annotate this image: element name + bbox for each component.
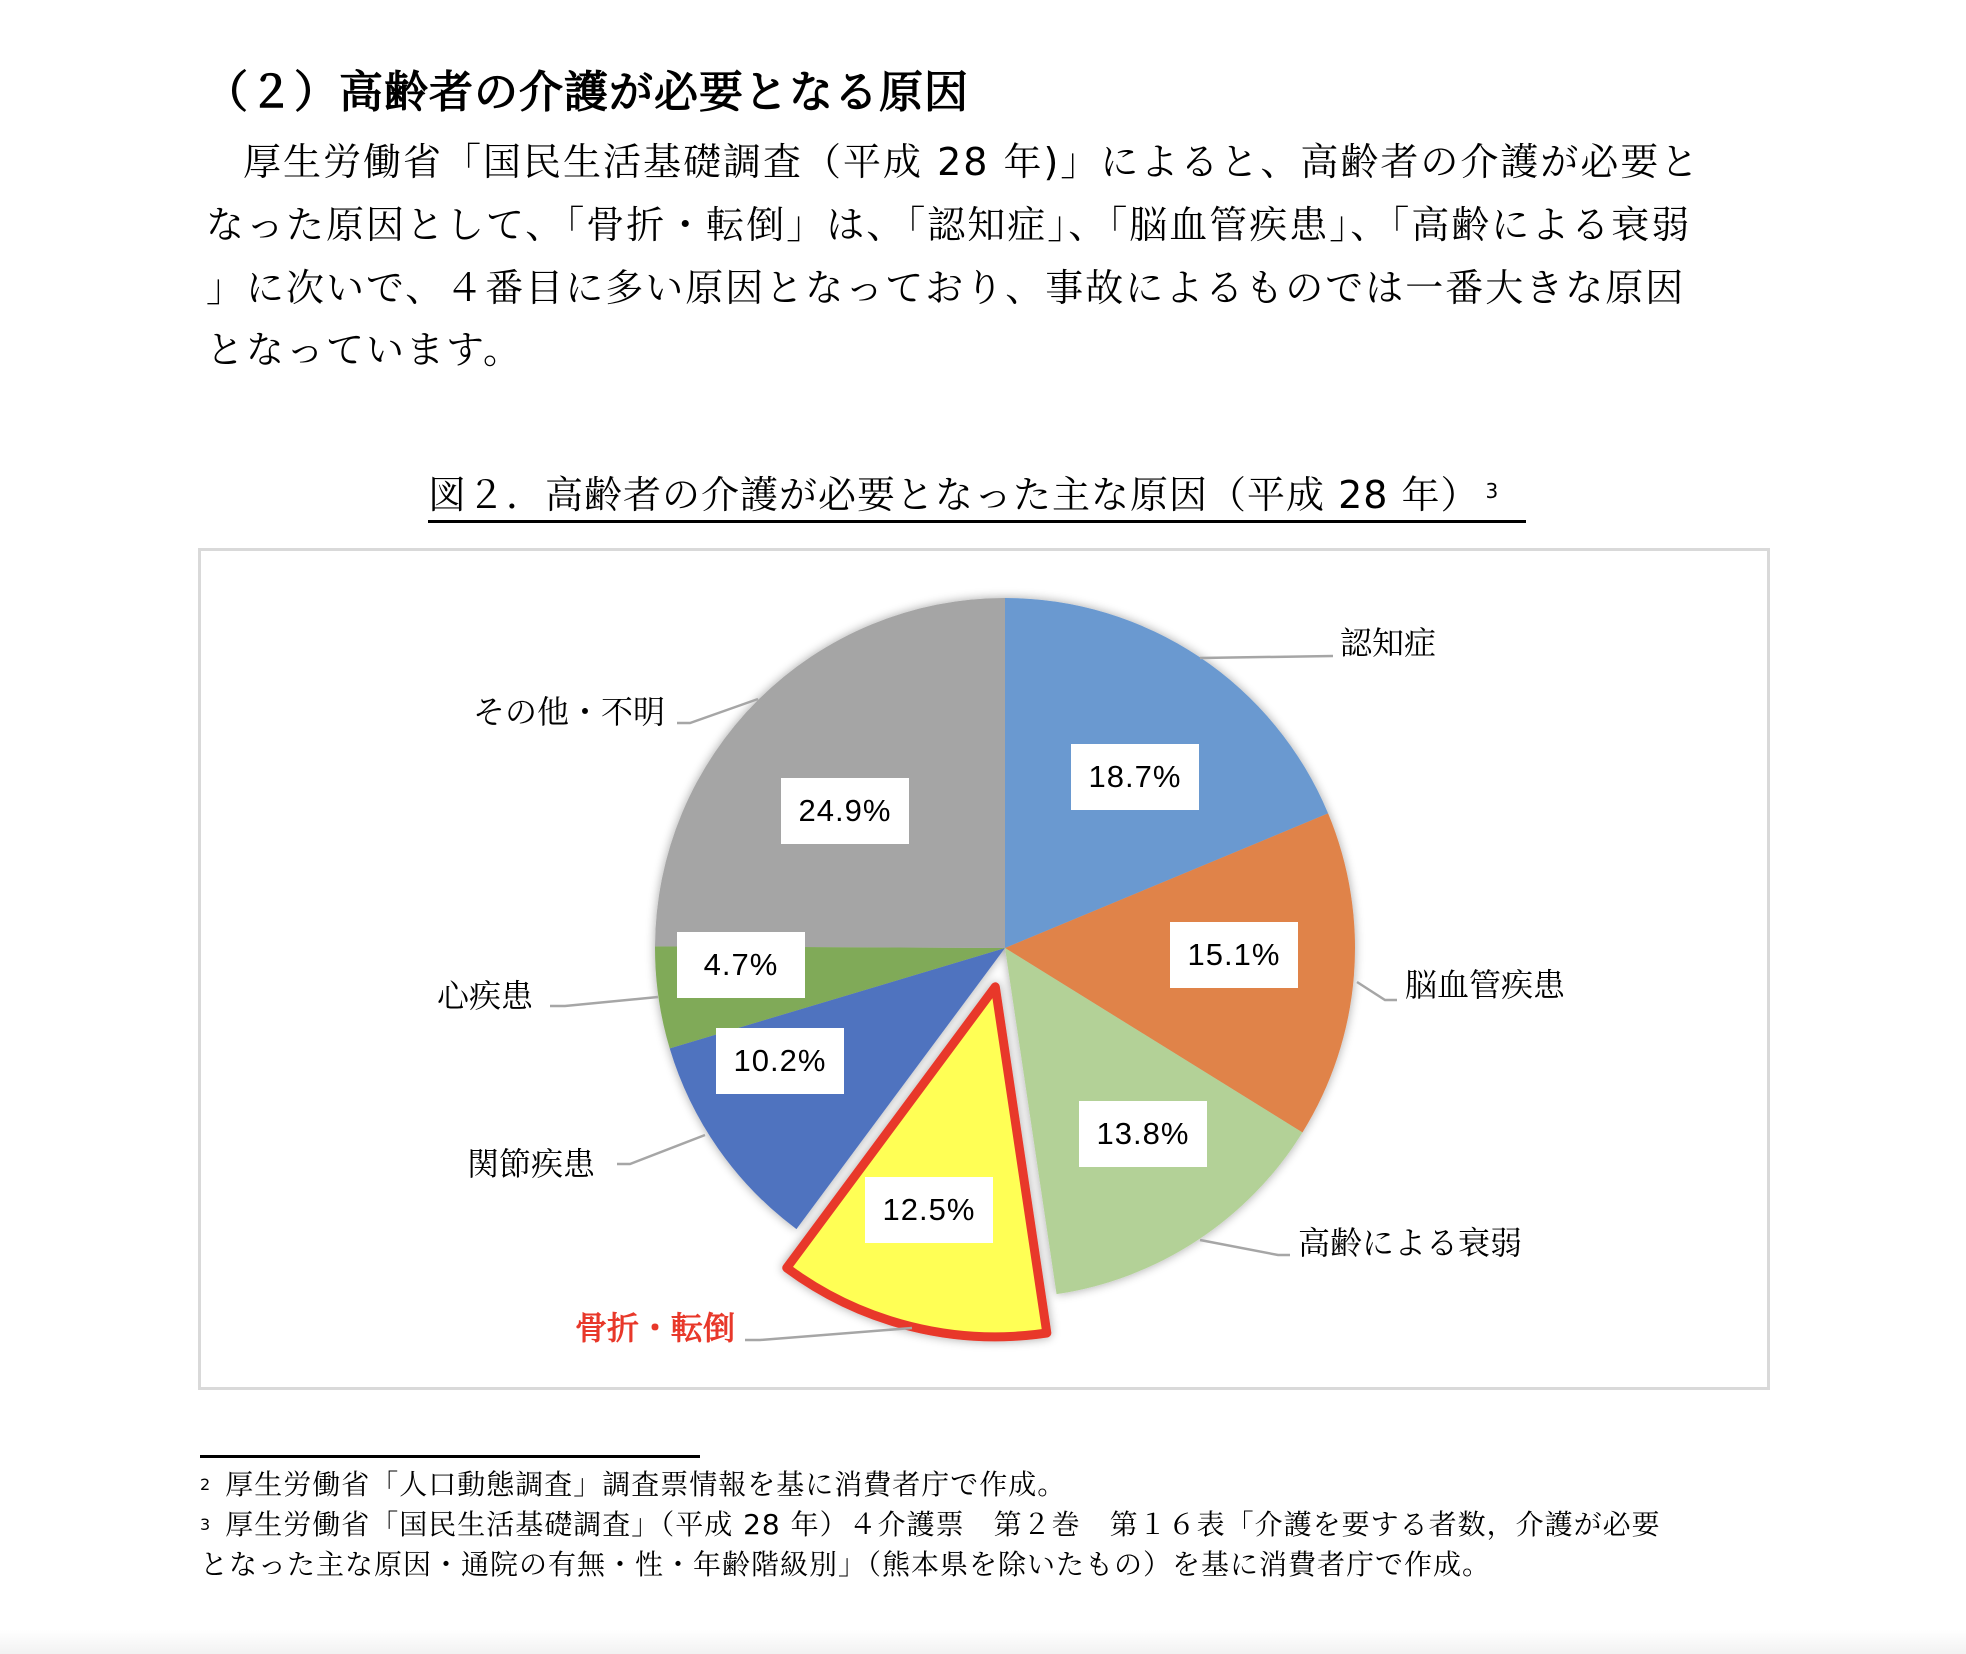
data-label-frailty: 13.8%: [1079, 1101, 1207, 1167]
data-label-other-unknown: 24.9%: [781, 778, 909, 844]
footnote-3-continued: [200, 1548, 1491, 1582]
pie-slice: [655, 598, 1005, 948]
paragraph-line: なった原因として、「骨折・転倒」は、「認知症」、「脳血管疾患」、「高齢による衰弱: [206, 203, 1692, 247]
leader-line: [1200, 656, 1333, 658]
category-label-heart-disease: 心疾患: [437, 977, 534, 1015]
category-label-other-unknown: その他・不明: [473, 693, 666, 731]
data-label-fracture-fall: 12.5%: [865, 1177, 993, 1243]
data-label-cerebrovascular: 15.1%: [1170, 922, 1298, 988]
leader-line: [1200, 1240, 1290, 1255]
data-label-dementia: 18.7%: [1071, 744, 1199, 810]
leader-line: [1357, 982, 1397, 1000]
leader-line: [617, 1135, 705, 1164]
section-heading: （２）高齢者の介護が必要となる原因: [204, 67, 969, 118]
paragraph-line: 」に次いで、４番目に多い原因となっており、事故によるものでは一番大きな原因: [206, 266, 1686, 310]
footnote-number: 3: [200, 1515, 212, 1534]
footnote-text: 厚生労働省「国民生活基礎調査」（平成 28 年）４介護票 第２巻 第１６表「介護を要する者数，介護が必要: [225, 1508, 1661, 1541]
footnote-2: [200, 1468, 1066, 1502]
category-label-fracture-fall: 骨折・転倒: [575, 1309, 736, 1347]
page-bottom-edge: [0, 1630, 1966, 1654]
leader-line: [550, 997, 658, 1006]
category-label-frailty: 高齢による衰弱: [1298, 1224, 1523, 1262]
figure-title-text: 図２．高齢者の介護が必要となった主な原因（平成 28 年）: [428, 473, 1480, 517]
leader-line: [745, 1328, 912, 1340]
paragraph-line: となっています。: [206, 328, 523, 372]
footnote-3: [200, 1508, 1661, 1542]
footnote-ref[interactable]: 3: [1485, 479, 1500, 503]
category-label-dementia: 認知症: [1340, 624, 1437, 662]
paragraph-line: 厚生労働省「国民生活基礎調査（平成 28 年)」によると、高齢者の介護が必要と: [243, 140, 1701, 184]
category-label-joint-disease: 関節疾患: [467, 1145, 596, 1183]
footnote-separator: [200, 1455, 700, 1458]
footnote-text: 厚生労働省「人口動態調査」調査票情報を基に消費者庁で作成。: [225, 1468, 1067, 1501]
category-label-cerebrovascular: 脳血管疾患: [1405, 966, 1566, 1004]
data-label-joint-disease: 10.2%: [716, 1028, 844, 1094]
footnote-text: となった主な原因・通院の有無・性・年齢階級別」（熊本県を除いたもの）を基に消費者庁で作成。: [200, 1548, 1492, 1581]
data-label-heart-disease: 4.7%: [677, 932, 805, 998]
footnote-number: 2: [200, 1475, 212, 1494]
